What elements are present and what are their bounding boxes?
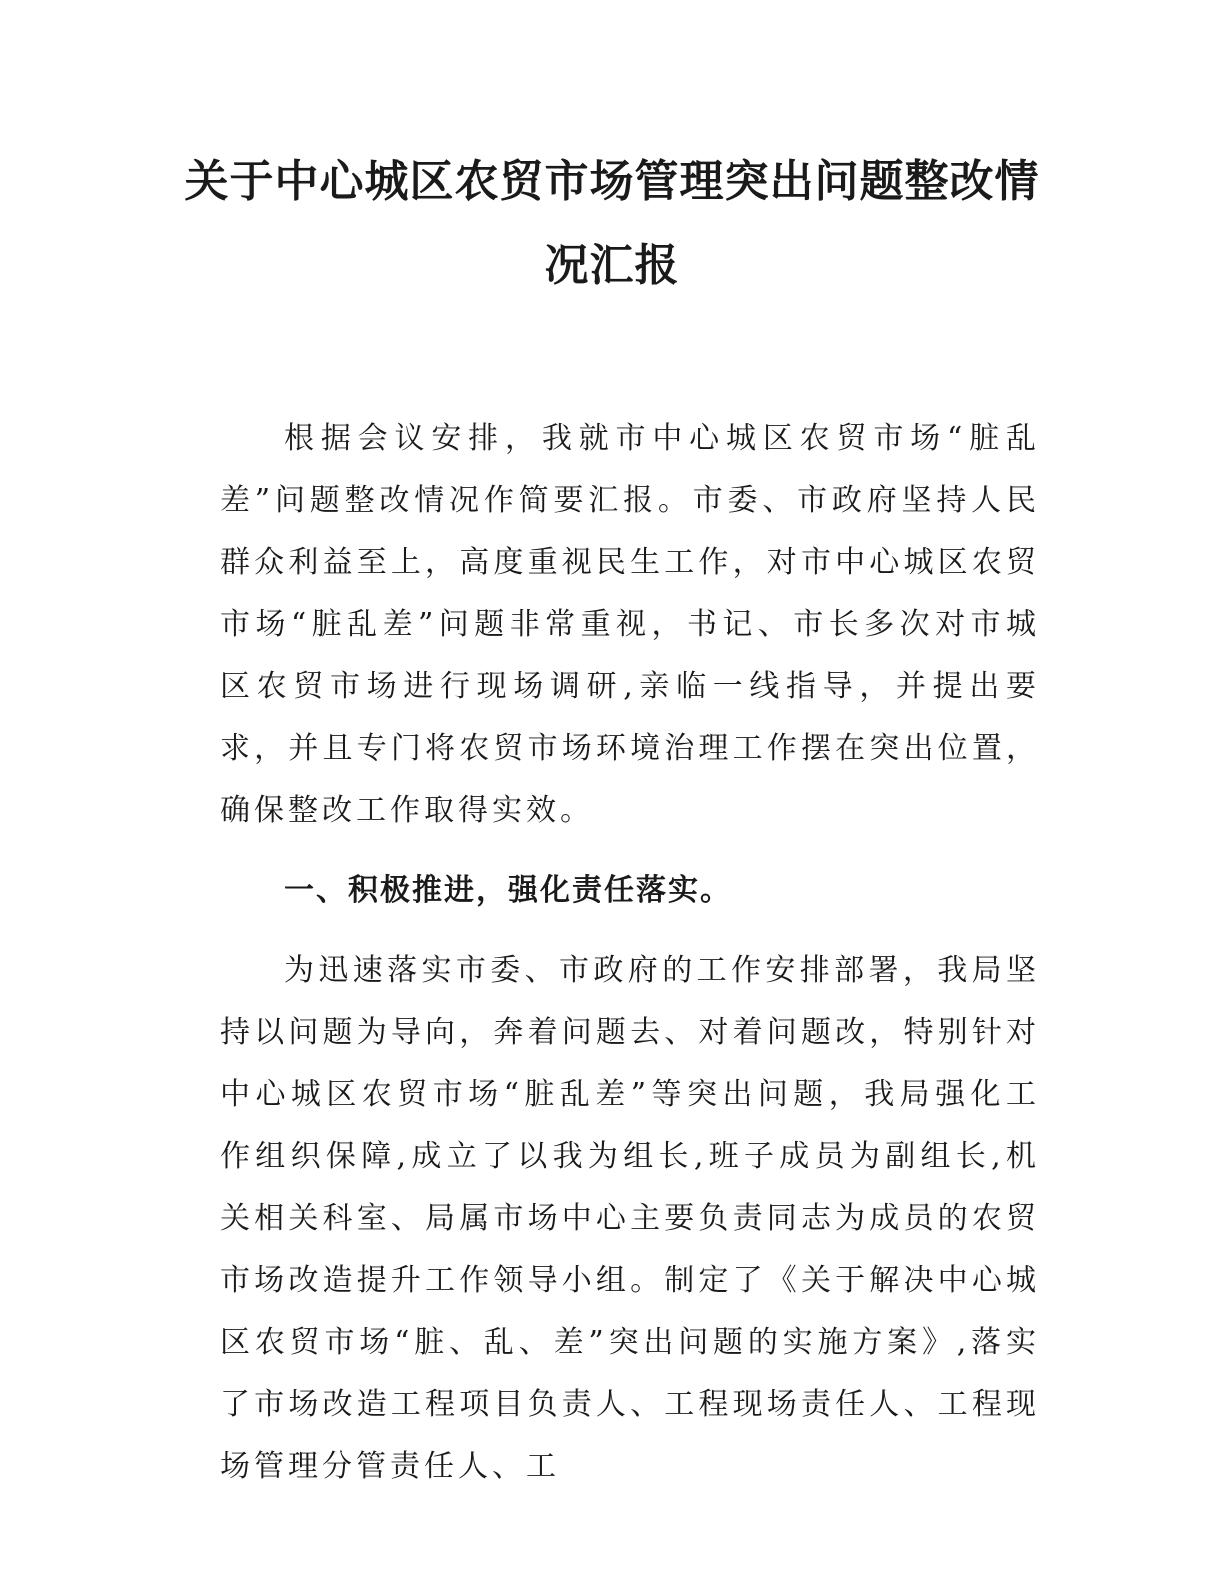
- title-line-2: 况汇报: [544, 240, 680, 291]
- body-paragraph-1: 根据会议安排，我就市中心城区农贸市场“脏乱差”问题整改情况作简要汇报。市委、市政府坚持人民群众利益至上，高度重视民生工作，对市中心城区农贸市场“脏乱差”问题非常重视，书记、市长多次对市城区农贸市场进行现场调研,亲临一线指导，并提出要求，并且专门将农贸市场环境治理工作摆在突出位置，确保整改工作取得实效。: [220, 421, 1040, 828]
- document-body: [220, 408, 1040, 1516]
- title-line-1: 关于中心城区农贸市场管理突出问题整改情: [184, 156, 1040, 207]
- section-heading: 一、积极推进，强化责任落实。: [284, 873, 732, 908]
- body-paragraph-2: 为迅速落实市委、市政府的工作安排部署，我局坚持以问题为导向，奔着问题去、对着问题改，特别针对中心城区农贸市场“脏乱差”等突出问题，我局强化工作组织保障,成立了以我为组长,班子成员为副组长,机关相关科室、局属市场中心主要负责同志为成员的农贸市场改造提升工作领导小组。制定了《关于解决中心城区农贸市场“脏、乱、差”突出问题的实施方案》,落实了市场改造工程项目负责人、工程现场责任人、工程现场管理分管责任人、工: [220, 953, 1040, 1484]
- document-title: [180, 140, 1044, 308]
